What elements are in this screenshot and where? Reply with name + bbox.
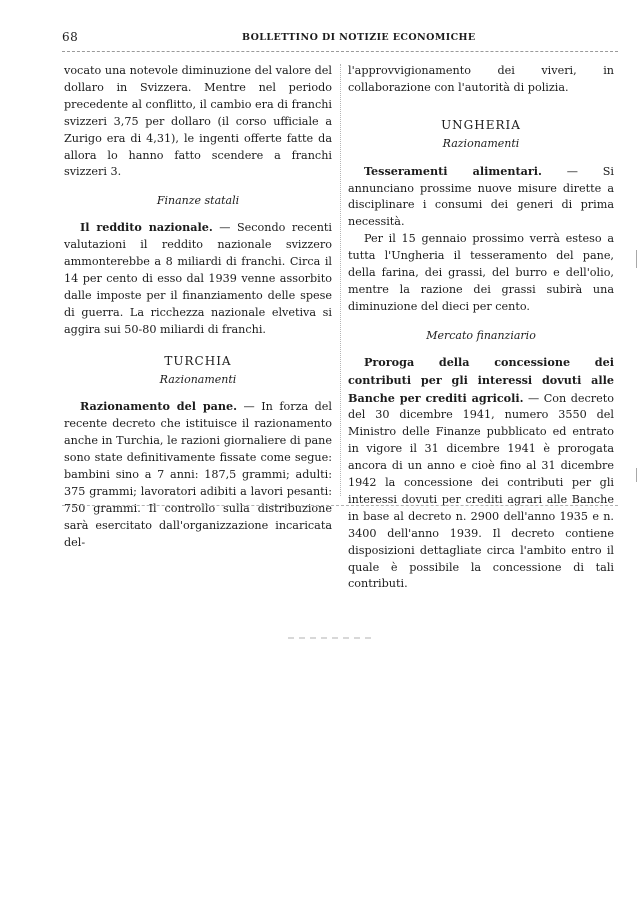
subheading-razionamenti: Razionamenti bbox=[159, 372, 237, 386]
subheading-finanze-statali: Finanze statali bbox=[156, 194, 240, 208]
paragraph-text: — Secondo recenti valutazioni il reddito nazionale svizzero ammonterebbe a 8 miliardi di franchi. Circa il 14 per cento di esso dal 1939 venne assorbito dalle imposte per il finanziamento delle spese di guerra. La ricchezza nazionale elvetiva si aggira sui 50-80 miliardi di franchi. bbox=[64, 221, 332, 336]
paragraph-tesseramenti bbox=[348, 163, 614, 232]
print-smudge bbox=[288, 637, 374, 639]
page-edge-mark bbox=[636, 468, 637, 482]
column-divider bbox=[340, 64, 341, 496]
paragraph-lead: Tesseramenti alimentari. bbox=[364, 163, 542, 178]
header-rule bbox=[62, 51, 618, 52]
paragraph-lead: Proroga della concessione dei contributi per gli interessi dovuti alle Banche per crediti agricoli. bbox=[348, 354, 614, 405]
paragraph-pane-ungheria: Per il 15 gennaio prossimo verrà esteso a tutta l'Ungheria il tesseramento del pane, della farina, dei grassi, del burro e dell'olio, mentre la razione dei grassi subirà una diminuzione del dieci per cento. bbox=[348, 232, 614, 313]
paragraph-continuation: l'approvvigionamento dei viveri, in collaborazione con l'autorità di polizia. bbox=[348, 64, 614, 94]
paragraph-proroga bbox=[348, 354, 614, 594]
paragraph-text: — Si annunciano prossime nuove misure dirette a disciplinare i consumi dei generi di prima necessità. bbox=[348, 164, 615, 229]
country-heading-turchia: TURCHIA bbox=[164, 353, 232, 368]
subheading-mercato-finanziario: Mercato finanziario bbox=[426, 328, 536, 342]
country-heading-ungheria: UNGHERIA bbox=[441, 117, 521, 132]
paragraph-lead: Razionamento del pane. bbox=[80, 399, 238, 414]
left-column bbox=[64, 63, 332, 552]
paragraph-continuation: vocato una notevole diminuzione del valore del dollaro in Svizzera. Mentre nel periodo precedente al conflitto, il cambio era di franchi svizzeri 3,75 per dollaro (il corso ufficiale a Zurigo era di 4,31), le ingenti offerte fatte da allora lo hanno fatto scendere a franchi svizzeri 3. bbox=[64, 64, 332, 179]
subheading-razionamenti: Razionamenti bbox=[442, 136, 520, 150]
right-column bbox=[348, 63, 614, 593]
footer-rule bbox=[62, 505, 618, 506]
running-title: BOLLETTINO DI NOTIZIE ECONOMICHE bbox=[242, 32, 476, 43]
paragraph-razionamento-pane bbox=[64, 398, 332, 551]
paragraph-text: — Con decreto del 30 dicembre 1941, numero 3550 del Ministro delle Finanze pubblicato ed entrato in vigore il 31 dicembre 1941 è prorogata ancora di un anno e cioè fino al 31 dicembre 1942 la concessione dei contributi per gli interessi dovuti per crediti agrari alle Banche in base al decreto n. 2900 dell'anno 1935 e n. 3400 dell'anno 1939. Il decreto contiene disposizioni dettagliate circa l'ambito entro il quale è possibile la concessione di tali contributi. bbox=[348, 391, 615, 591]
paragraph-reddito-nazionale bbox=[64, 219, 332, 338]
page-edge-mark bbox=[636, 250, 637, 268]
paragraph-lead: Il reddito nazionale. bbox=[80, 220, 213, 235]
page-number: 68 bbox=[62, 30, 79, 44]
paragraph-text: — In forza del recente decreto che istituisce il razionamento anche in Turchia, le razioni giornaliere di pane sono state definitivamente fissate come segue: bambini sino a 7 anni: 187,5 grammi; adulti: 375 grammi; lavoratori adibiti a lavori pesanti: 750 grammi. Il controllo sulla distribuzione sarà esercitato dall'organizzazione incaricata del- bbox=[64, 400, 333, 549]
